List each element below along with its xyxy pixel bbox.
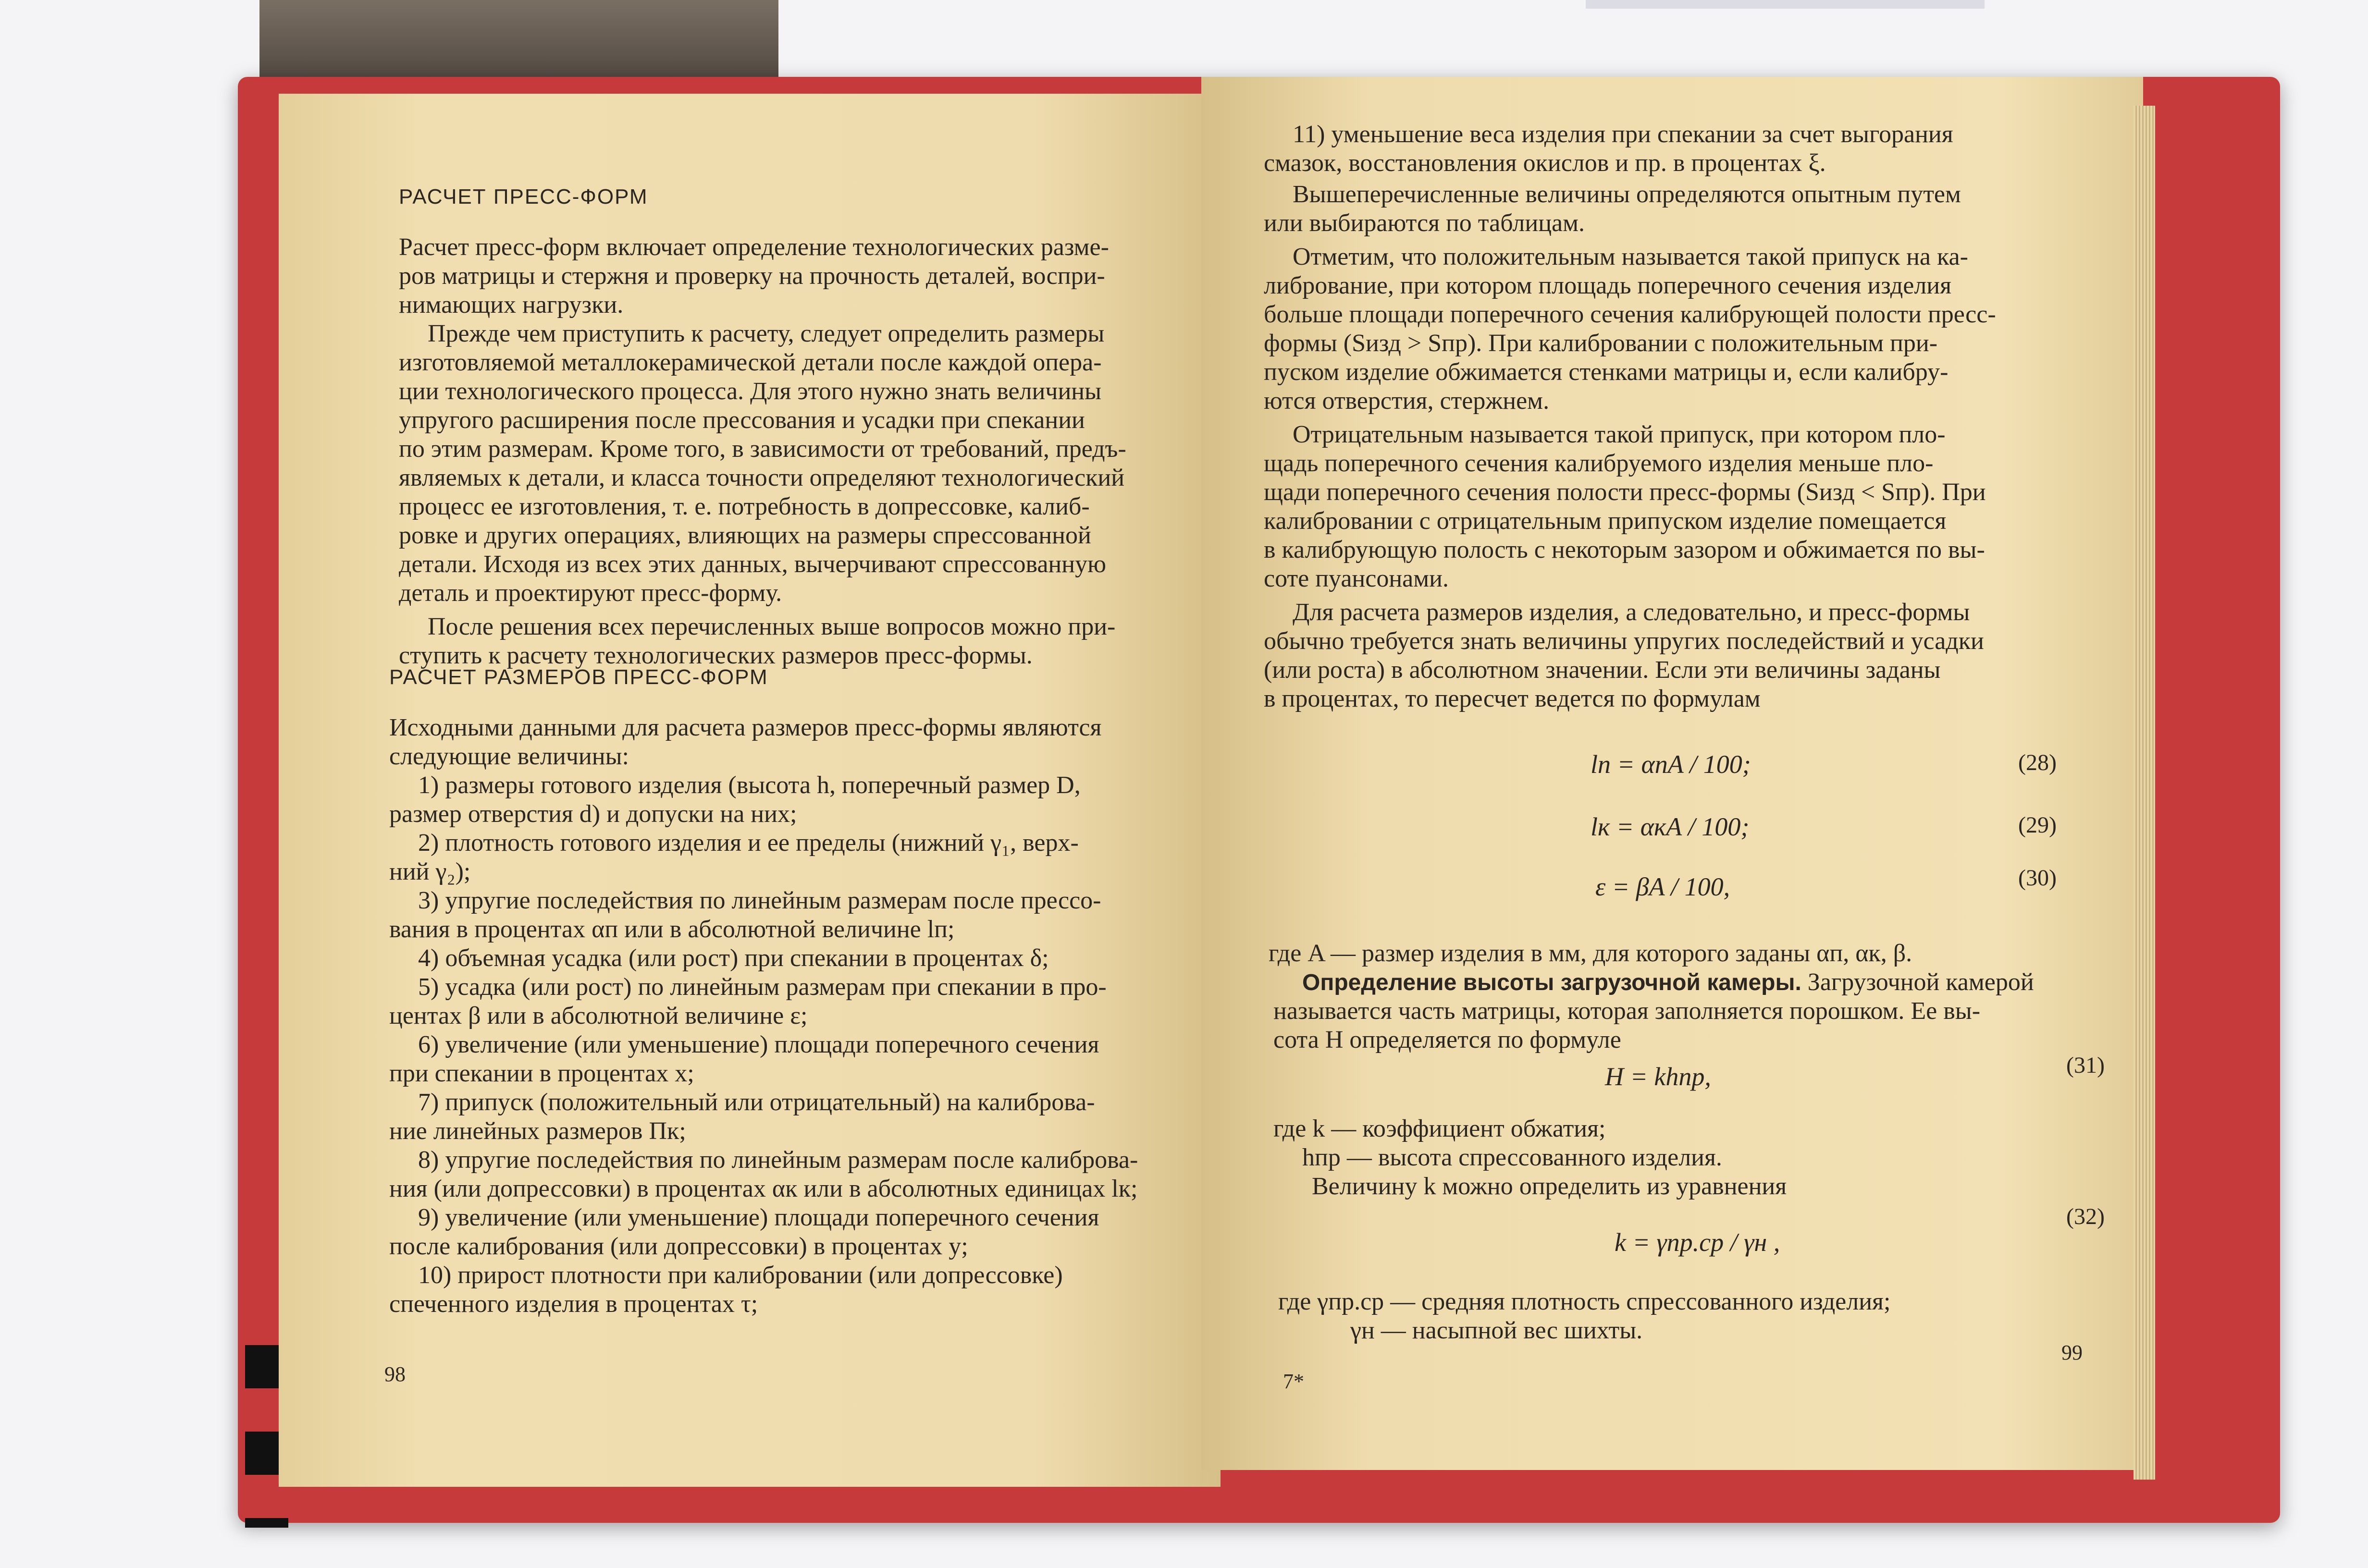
- text-line: 9) увеличение (или уменьшение) площади поперечного сечения: [418, 1204, 1099, 1231]
- text-line: при спекании в процентах x;: [389, 1060, 694, 1087]
- text-line: Отрицательным называется такой припуск, при котором пло-: [1293, 421, 1946, 448]
- bold-term: Определение высоты загрузочной камеры.: [1302, 970, 1801, 995]
- text-line: где A — размер изделия в мм, для которого заданы αп, αк, β.: [1269, 940, 1912, 967]
- text-line: (или роста) в абсолютном значении. Если эти величины заданы: [1264, 656, 1941, 684]
- text-line: ров матрицы и стержня и проверку на прочность деталей, воспри-: [399, 262, 1105, 290]
- text-line: по этим размерам. Кроме того, в зависимости от требований, предъ-: [399, 435, 1126, 463]
- text-line: ния (или допрессовки) в процентах αк или в абсолютных единицах lк;: [389, 1175, 1138, 1202]
- heading-press-form-calc: РАСЧЕТ ПРЕСС-ФОРМ: [399, 185, 648, 208]
- text-line: 11) уменьшение веса изделия при спекании за счет выгорания: [1293, 121, 1953, 148]
- equation-number: (29): [2018, 812, 2057, 838]
- text-line: в калибрующую полость с некоторым зазором и обжимается по вы-: [1264, 536, 1985, 564]
- text-line: обычно требуется знать величины упругих последействий и усадки: [1264, 627, 1984, 655]
- text-line: ции технологического процесса. Для этого нужно знать величины: [399, 378, 1102, 405]
- text-line: после калибрования (или допрессовки) в процентах y;: [389, 1233, 968, 1260]
- page-number: 98: [384, 1362, 406, 1386]
- signature-mark: 7*: [1283, 1370, 1304, 1393]
- text-line: щади поперечного сечения полости пресс-формы (Sизд < Sпр). При: [1264, 478, 1986, 506]
- text-line: ступить к расчету технологических размеров пресс-формы.: [399, 642, 1033, 669]
- text-line: соте пуансонами.: [1264, 565, 1449, 592]
- text-line: 6) увеличение (или уменьшение) площади поперечного сечения: [418, 1031, 1099, 1058]
- text-line: ний γ₂);: [389, 858, 471, 885]
- text-line: сота H определяется по формуле: [1273, 1026, 1621, 1054]
- left-page: [279, 94, 1221, 1487]
- text-line: 1) размеры готового изделия (высота h, поперечный размер D,: [418, 772, 1081, 799]
- text-line: следующие величины:: [389, 743, 629, 770]
- text-line: смазок, восстановления окислов и пр. в процентах ξ.: [1264, 149, 1826, 177]
- text-line: 5) усадка (или рост) по линейным размерам при спекании в про-: [418, 973, 1107, 1001]
- page-edges: [2134, 106, 2155, 1480]
- text-line: 7) припуск (положительный или отрицательный) на калиброва-: [418, 1089, 1095, 1116]
- equation-number: (32): [2066, 1204, 2105, 1229]
- text-line: спеченного изделия в процентах τ;: [389, 1290, 758, 1318]
- text-line: [1302, 968, 2034, 997]
- text-line: 8) упругие последействия по линейным размерам после калиброва-: [418, 1146, 1138, 1174]
- heading-press-form-sizes: РАСЧЕТ РАЗМЕРОВ ПРЕСС-ФОРМ: [389, 665, 768, 689]
- equation-number: (28): [2018, 750, 2057, 775]
- text-line: Для расчета размеров изделия, а следовательно, и пресс-формы: [1293, 599, 1970, 626]
- text-line: 3) упругие последействия по линейным размерам после прессо-: [418, 887, 1101, 914]
- equation-number: (31): [2066, 1053, 2105, 1078]
- text-line: называется часть матрицы, которая заполняется порошком. Ее вы-: [1273, 997, 1981, 1025]
- text-line: ровке и других операциях, влияющих на размеры спрессованной: [399, 522, 1091, 549]
- text-line: γн — насыпной вес шихты.: [1350, 1317, 1643, 1344]
- formula-32: k = γпр.ср / γн ,: [1615, 1228, 1780, 1257]
- text-line: больше площади поперечного сечения калибрующей полости пресс-: [1264, 301, 1996, 328]
- bold-rest: Загрузочной камерой: [1801, 968, 2034, 996]
- text-line: Отметим, что положительным называется такой припуск на ка-: [1293, 243, 1968, 270]
- text-line: После решения всех перечисленных выше вопросов можно при-: [428, 613, 1116, 640]
- text-line: Прежде чем приступить к расчету, следует определить размеры: [428, 320, 1105, 347]
- text-line: Расчет пресс-форм включает определение технологических разме-: [399, 233, 1109, 261]
- text-line: калибровании с отрицательным припуском изделие помещается: [1264, 507, 1947, 535]
- text-line: либрование, при котором площадь поперечного сечения изделия: [1264, 272, 1952, 299]
- text-line: щадь поперечного сечения калибруемого изделия меньше пло-: [1264, 450, 1934, 477]
- text-line: пуском изделие обжимается стенками матрицы и, если калибру-: [1264, 358, 1949, 386]
- text-line: где k — коэффициент обжатия;: [1273, 1115, 1606, 1142]
- text-line: 2) плотность готового изделия и ее пределы (нижний γ₁, верх-: [418, 829, 1079, 857]
- text-line: в процентах, то пересчет ведется по формулам: [1264, 685, 1761, 712]
- text-line: размер отверстия d) и допуски на них;: [389, 800, 797, 828]
- text-line: формы (Sизд > Sпр). При калибровании с положительным при-: [1264, 330, 1938, 357]
- text-line: или выбираются по таблицам.: [1264, 209, 1585, 237]
- text-line: детали. Исходя из всех этих данных, вычерчивают спрессованную: [399, 551, 1106, 578]
- formula-31: H = khпр,: [1605, 1062, 1711, 1091]
- text-line: ние линейных размеров Пк;: [389, 1117, 686, 1145]
- text-line: 4) объемная усадка (или рост) при спекании в процентах δ;: [418, 944, 1049, 972]
- text-line: Величину k можно определить из уравнения: [1312, 1173, 1787, 1200]
- formula-28: lп = αпA / 100;: [1591, 750, 1751, 779]
- text-line: деталь и проектируют пресс-форму.: [399, 579, 782, 607]
- text-line: hпр — высота спрессованного изделия.: [1302, 1144, 1722, 1171]
- text-line: где γпр.ср — средняя плотность спрессованного изделия;: [1278, 1288, 1891, 1315]
- text-line: нимающих нагрузки.: [399, 291, 624, 318]
- text-line: процесс ее изготовления, т. е. потребность в допрессовке, калиб-: [399, 493, 1090, 520]
- text-line: ются отверстия, стержнем.: [1264, 387, 1550, 415]
- text-line: Исходными данными для расчета размеров пресс-формы являются: [389, 714, 1102, 741]
- text-line: изготовляемой металлокерамической детали после каждой опера-: [399, 349, 1102, 376]
- text-line: вания в процентах αп или в абсолютной величине lп;: [389, 916, 955, 943]
- right-page: [1201, 77, 2143, 1470]
- page-number: 99: [2061, 1341, 2083, 1364]
- text-line: центах β или в абсолютной величине ε;: [389, 1002, 808, 1029]
- text-line: Вышеперечисленные величины определяются опытным путем: [1293, 181, 1961, 208]
- metal-ruler: [1586, 0, 1985, 9]
- text-line: 10) прирост плотности при калибровании (или допрессовке): [418, 1262, 1063, 1289]
- formula-30: ε = βA / 100,: [1595, 872, 1730, 901]
- text-line: являемых к детали, и класса точности определяют технологический: [399, 464, 1125, 491]
- text-line: упругого расширения после прессования и усадки при спекании: [399, 406, 1085, 434]
- formula-29: lк = αкA / 100;: [1591, 812, 1750, 841]
- equation-number: (30): [2018, 865, 2057, 891]
